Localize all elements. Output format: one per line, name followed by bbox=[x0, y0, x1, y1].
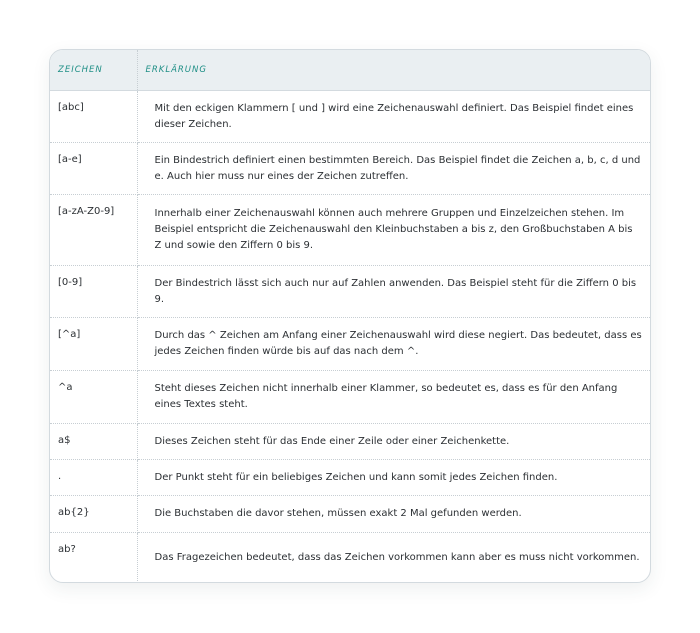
table-row bbox=[50, 371, 650, 424]
cell-explanation: Ein Bindestrich definiert einen bestimmten Bereich. Das Beispiel findet die Zeichen a, b, c, d und e. Auch hier muss nur eines der Zeichen zutreffen. bbox=[137, 143, 650, 195]
cell-explanation: Das Fragezeichen bedeutet, dass das Zeichen vorkommen kann aber es muss nicht vorkommen. bbox=[154, 551, 640, 563]
cell-sign: [a-e] bbox=[50, 143, 137, 195]
cell-explanation: Innerhalb einer Zeichenauswahl können auch mehrere Gruppen und Einzelzeichen stehen. Im Beispiel entspricht die Zeichenauswahl den Kleinbuchstaben a bis z, den Großbuchstaben A bis Z und sowie den Ziffern 0 bis 9. bbox=[137, 195, 650, 266]
cell-explanation: Der Punkt steht für ein beliebiges Zeichen und kann somit jedes Zeichen finden. bbox=[137, 460, 650, 496]
cell-sign: ab? bbox=[50, 533, 137, 583]
header-erklaerung: ERKLÄRUNG bbox=[137, 50, 650, 91]
cell-explanation: Steht dieses Zeichen nicht innerhalb einer Klammer, so bedeutet es, dass es für den Anfang eines Textes steht. bbox=[137, 371, 650, 424]
cell-sign: [0-9] bbox=[50, 266, 137, 318]
table-row bbox=[50, 195, 650, 266]
header-zeichen: ZEICHEN bbox=[50, 50, 137, 91]
table-row bbox=[50, 266, 650, 318]
cell-sign: [^a] bbox=[50, 318, 137, 371]
cell-explanation: Durch das ^ Zeichen am Anfang einer Zeichenauswahl wird diese negiert. Das bedeutet, dass es jedes Zeichen finden würde bis auf das nach dem ^. bbox=[137, 318, 650, 371]
table-row bbox=[50, 496, 650, 533]
cell-explanation: Die Buchstaben die davor stehen, müssen exakt 2 Mal gefunden werden. bbox=[137, 496, 650, 533]
regex-table bbox=[50, 50, 650, 583]
cell-sign: . bbox=[50, 460, 137, 496]
table-row bbox=[50, 533, 650, 583]
cell-explanation: Der Bindestrich lässt sich auch nur auf Zahlen anwenden. Das Beispiel steht für die Ziffern 0 bis 9. bbox=[137, 266, 650, 318]
cell-explanation: Dieses Zeichen steht für das Ende einer Zeile oder einer Zeichenkette. bbox=[137, 424, 650, 460]
table-row bbox=[50, 424, 650, 460]
cell-explanation: Mit den eckigen Klammern [ und ] wird eine Zeichenauswahl definiert. Das Beispiel findet eines dieser Zeichen. bbox=[137, 91, 650, 143]
cell-sign: ab{2} bbox=[50, 496, 137, 533]
cell-sign: a$ bbox=[50, 424, 137, 460]
cell-sign: [abc] bbox=[50, 91, 137, 143]
table-header-row bbox=[50, 50, 650, 91]
table-row bbox=[50, 460, 650, 496]
table-row bbox=[50, 318, 650, 371]
table-row bbox=[50, 143, 650, 195]
cell-sign: ^a bbox=[50, 371, 137, 424]
cell-sign: [a-zA-Z0-9] bbox=[50, 195, 137, 266]
table-row bbox=[50, 91, 650, 143]
regex-table-card bbox=[49, 49, 651, 583]
